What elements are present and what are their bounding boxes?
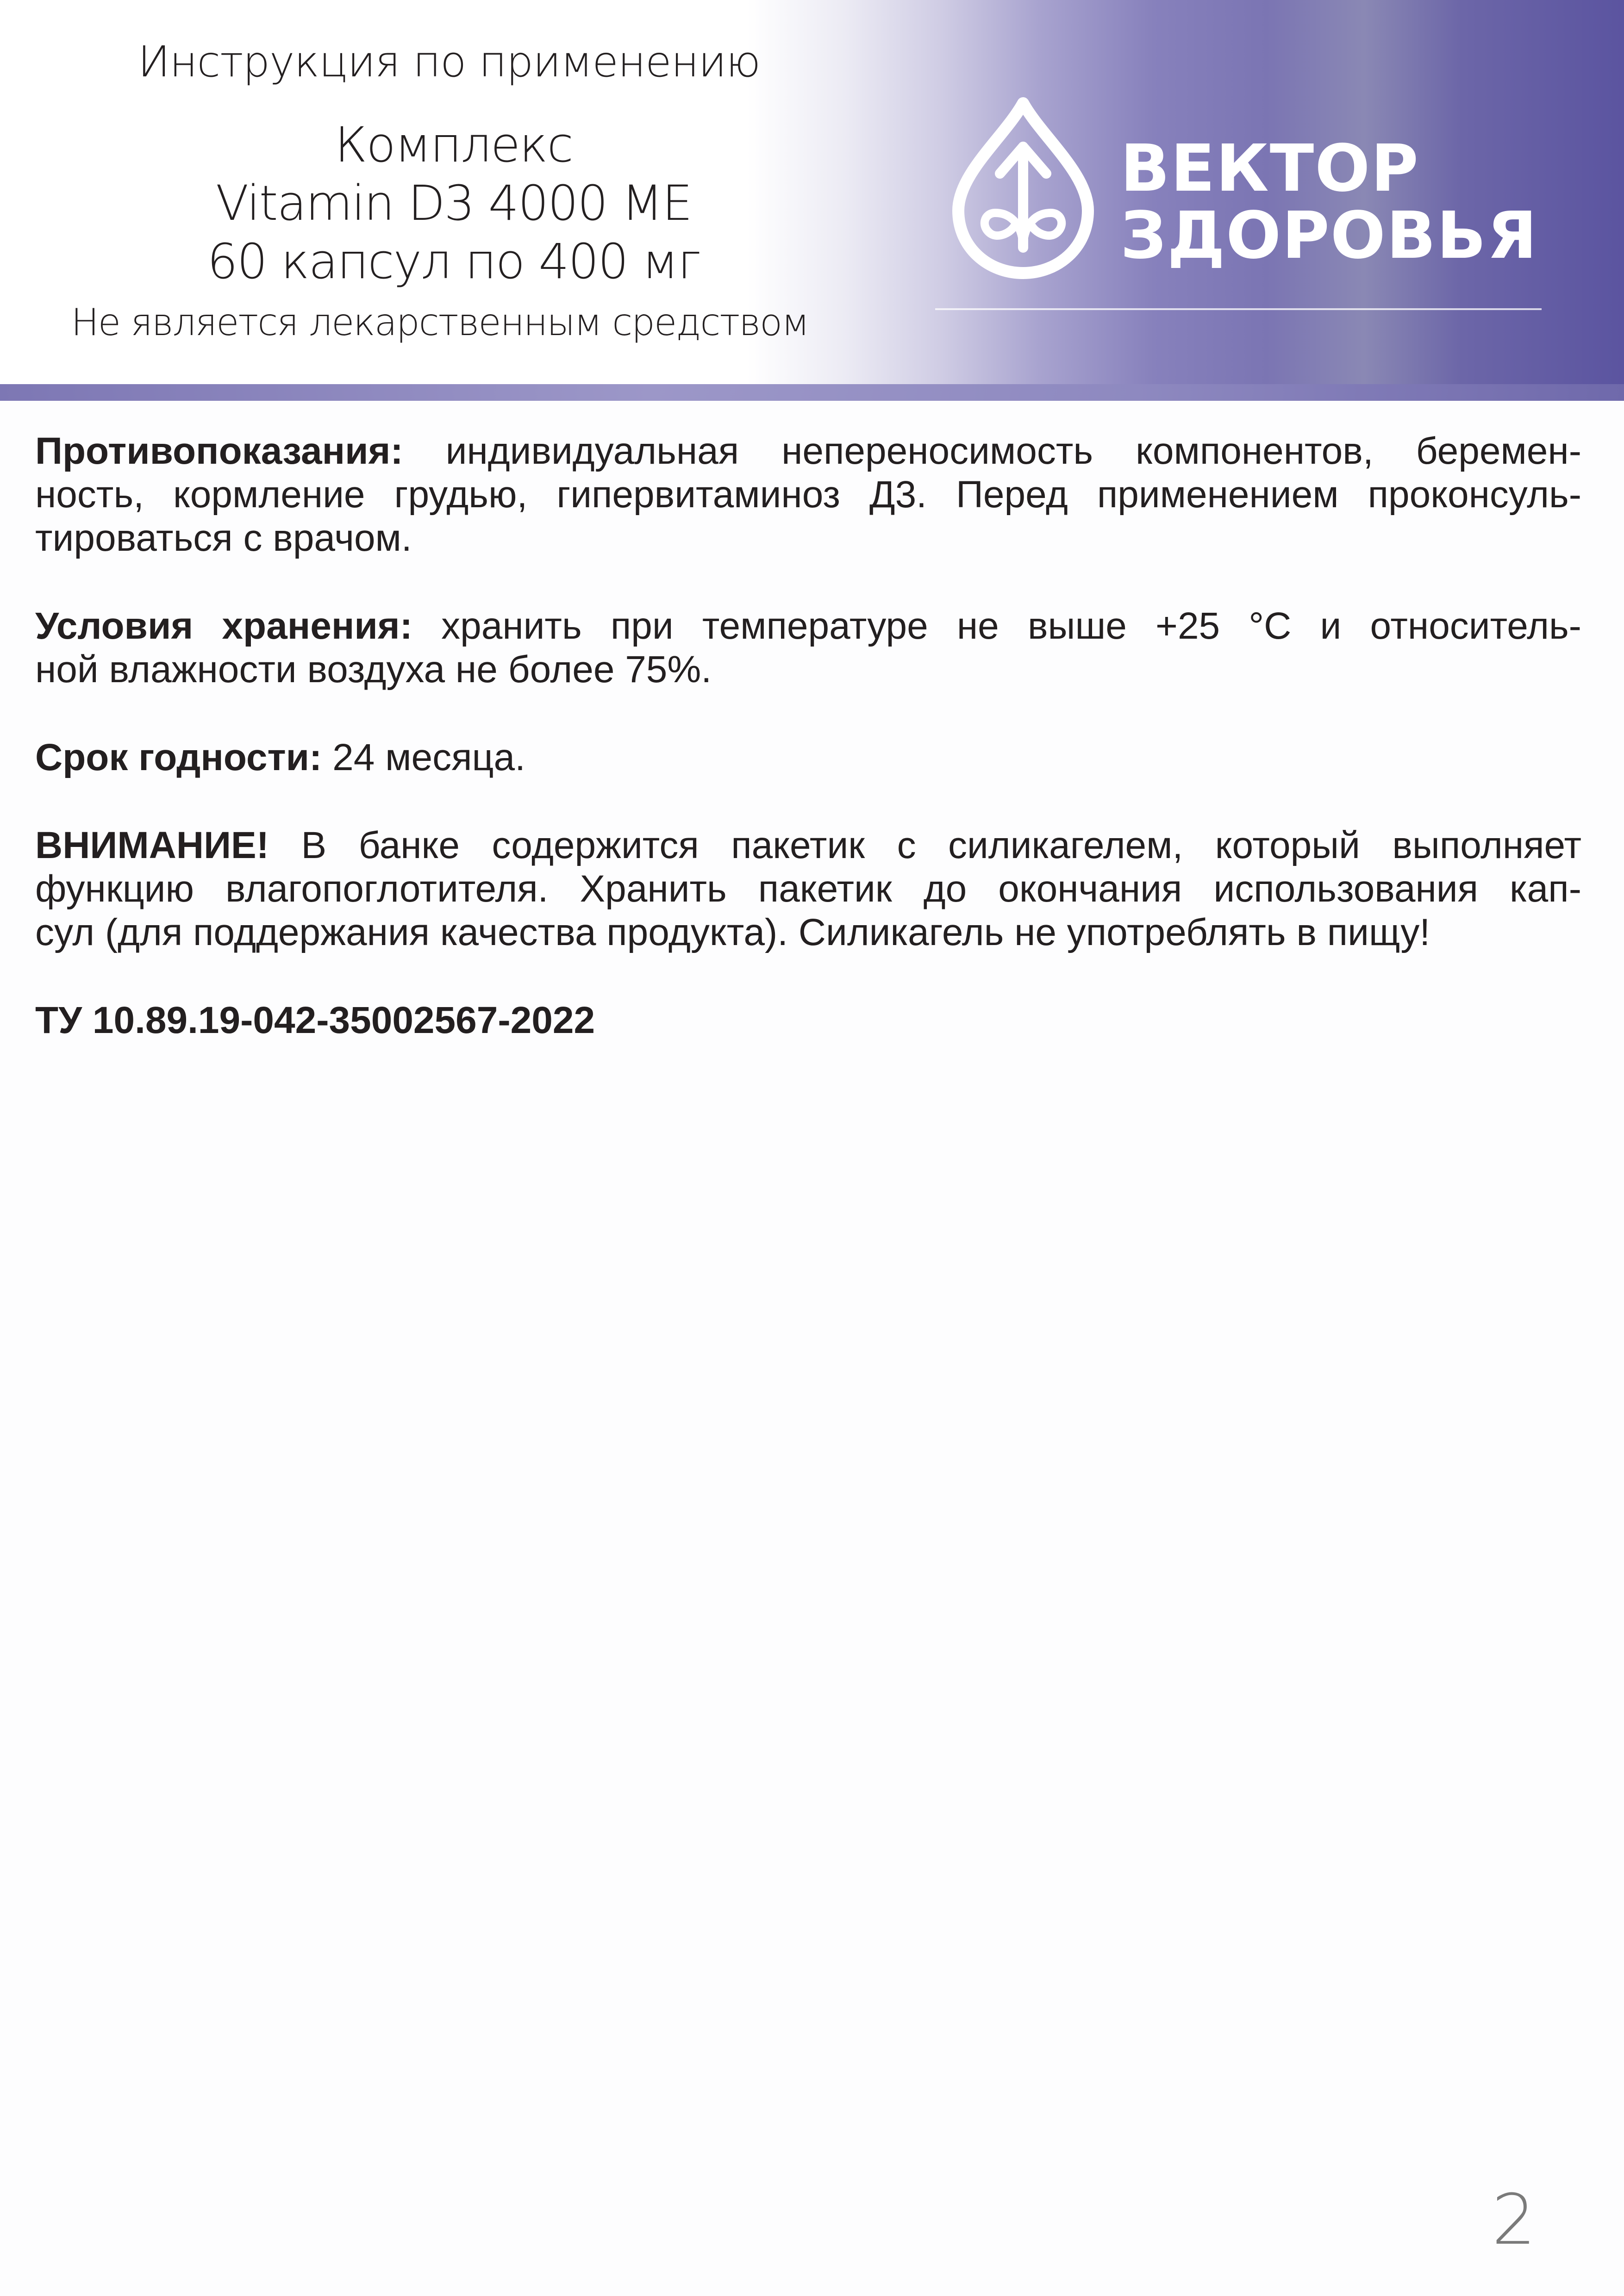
page-number: 2: [1492, 2180, 1536, 2260]
storage-text-2: ной влажности воздуха не более 75%.: [35, 648, 712, 691]
not-a-drug-notice: Не является лекарственным средством: [71, 301, 809, 344]
storage-text-1: хранить при температуре не выше +25 °С и относитель-: [412, 605, 1581, 647]
instructions-body: [35, 429, 1581, 1087]
warning-text-1: В банке содержится пакетик с силикагелем, который выполняет: [269, 824, 1581, 866]
storage-label: Условия хранения:: [35, 605, 412, 647]
product-name-line-3: 60 капсул по 400 мг: [207, 233, 700, 290]
warning-paragraph: [35, 824, 1581, 954]
contraindications-paragraph: [35, 429, 1581, 560]
logo-underline: [935, 308, 1542, 310]
warning-text-3: сул (для поддержания качества продукта). Силикагель не употреблять в пищу!: [35, 911, 1430, 953]
shelf-life-label: Срок годности:: [35, 736, 322, 778]
product-name-line-2: Vitamin D3 4000 МЕ: [216, 175, 692, 231]
warning-text-2: функцию влагопоглотителя. Хранить пакетик до окончания использования кап-: [35, 868, 1581, 910]
header-divider-stripe: [0, 384, 1624, 401]
standard-paragraph: [35, 999, 1581, 1042]
product-name-block: [56, 116, 852, 291]
contraindications-text-1: индивидуальная непереносимость компонентов, беремен-: [403, 430, 1581, 472]
brand-name-line-1: ВЕКТОР: [1120, 131, 1419, 206]
contraindications-label: Противопоказания:: [35, 430, 403, 472]
storage-paragraph: [35, 604, 1581, 691]
product-name-line-1: Комплекс: [335, 117, 573, 173]
shelf-life-paragraph: [35, 736, 1581, 779]
warning-label: ВНИМАНИЕ!: [35, 824, 269, 866]
shelf-life-text: 24 месяца.: [322, 736, 525, 778]
drop-plant-arrow-icon: [944, 95, 1102, 280]
document-title: Инструкция по применению: [137, 37, 761, 87]
technical-standard: ТУ 10.89.19-042-35002567-2022: [35, 999, 595, 1041]
contraindications-text-3: тироваться с врачом.: [35, 517, 412, 559]
brand-name-line-2: ЗДОРОВЬЯ: [1120, 198, 1538, 274]
contraindications-text-2: ность, кормление грудью, гипервитаминоз Д3. Перед применением проконсуль-: [35, 473, 1581, 516]
